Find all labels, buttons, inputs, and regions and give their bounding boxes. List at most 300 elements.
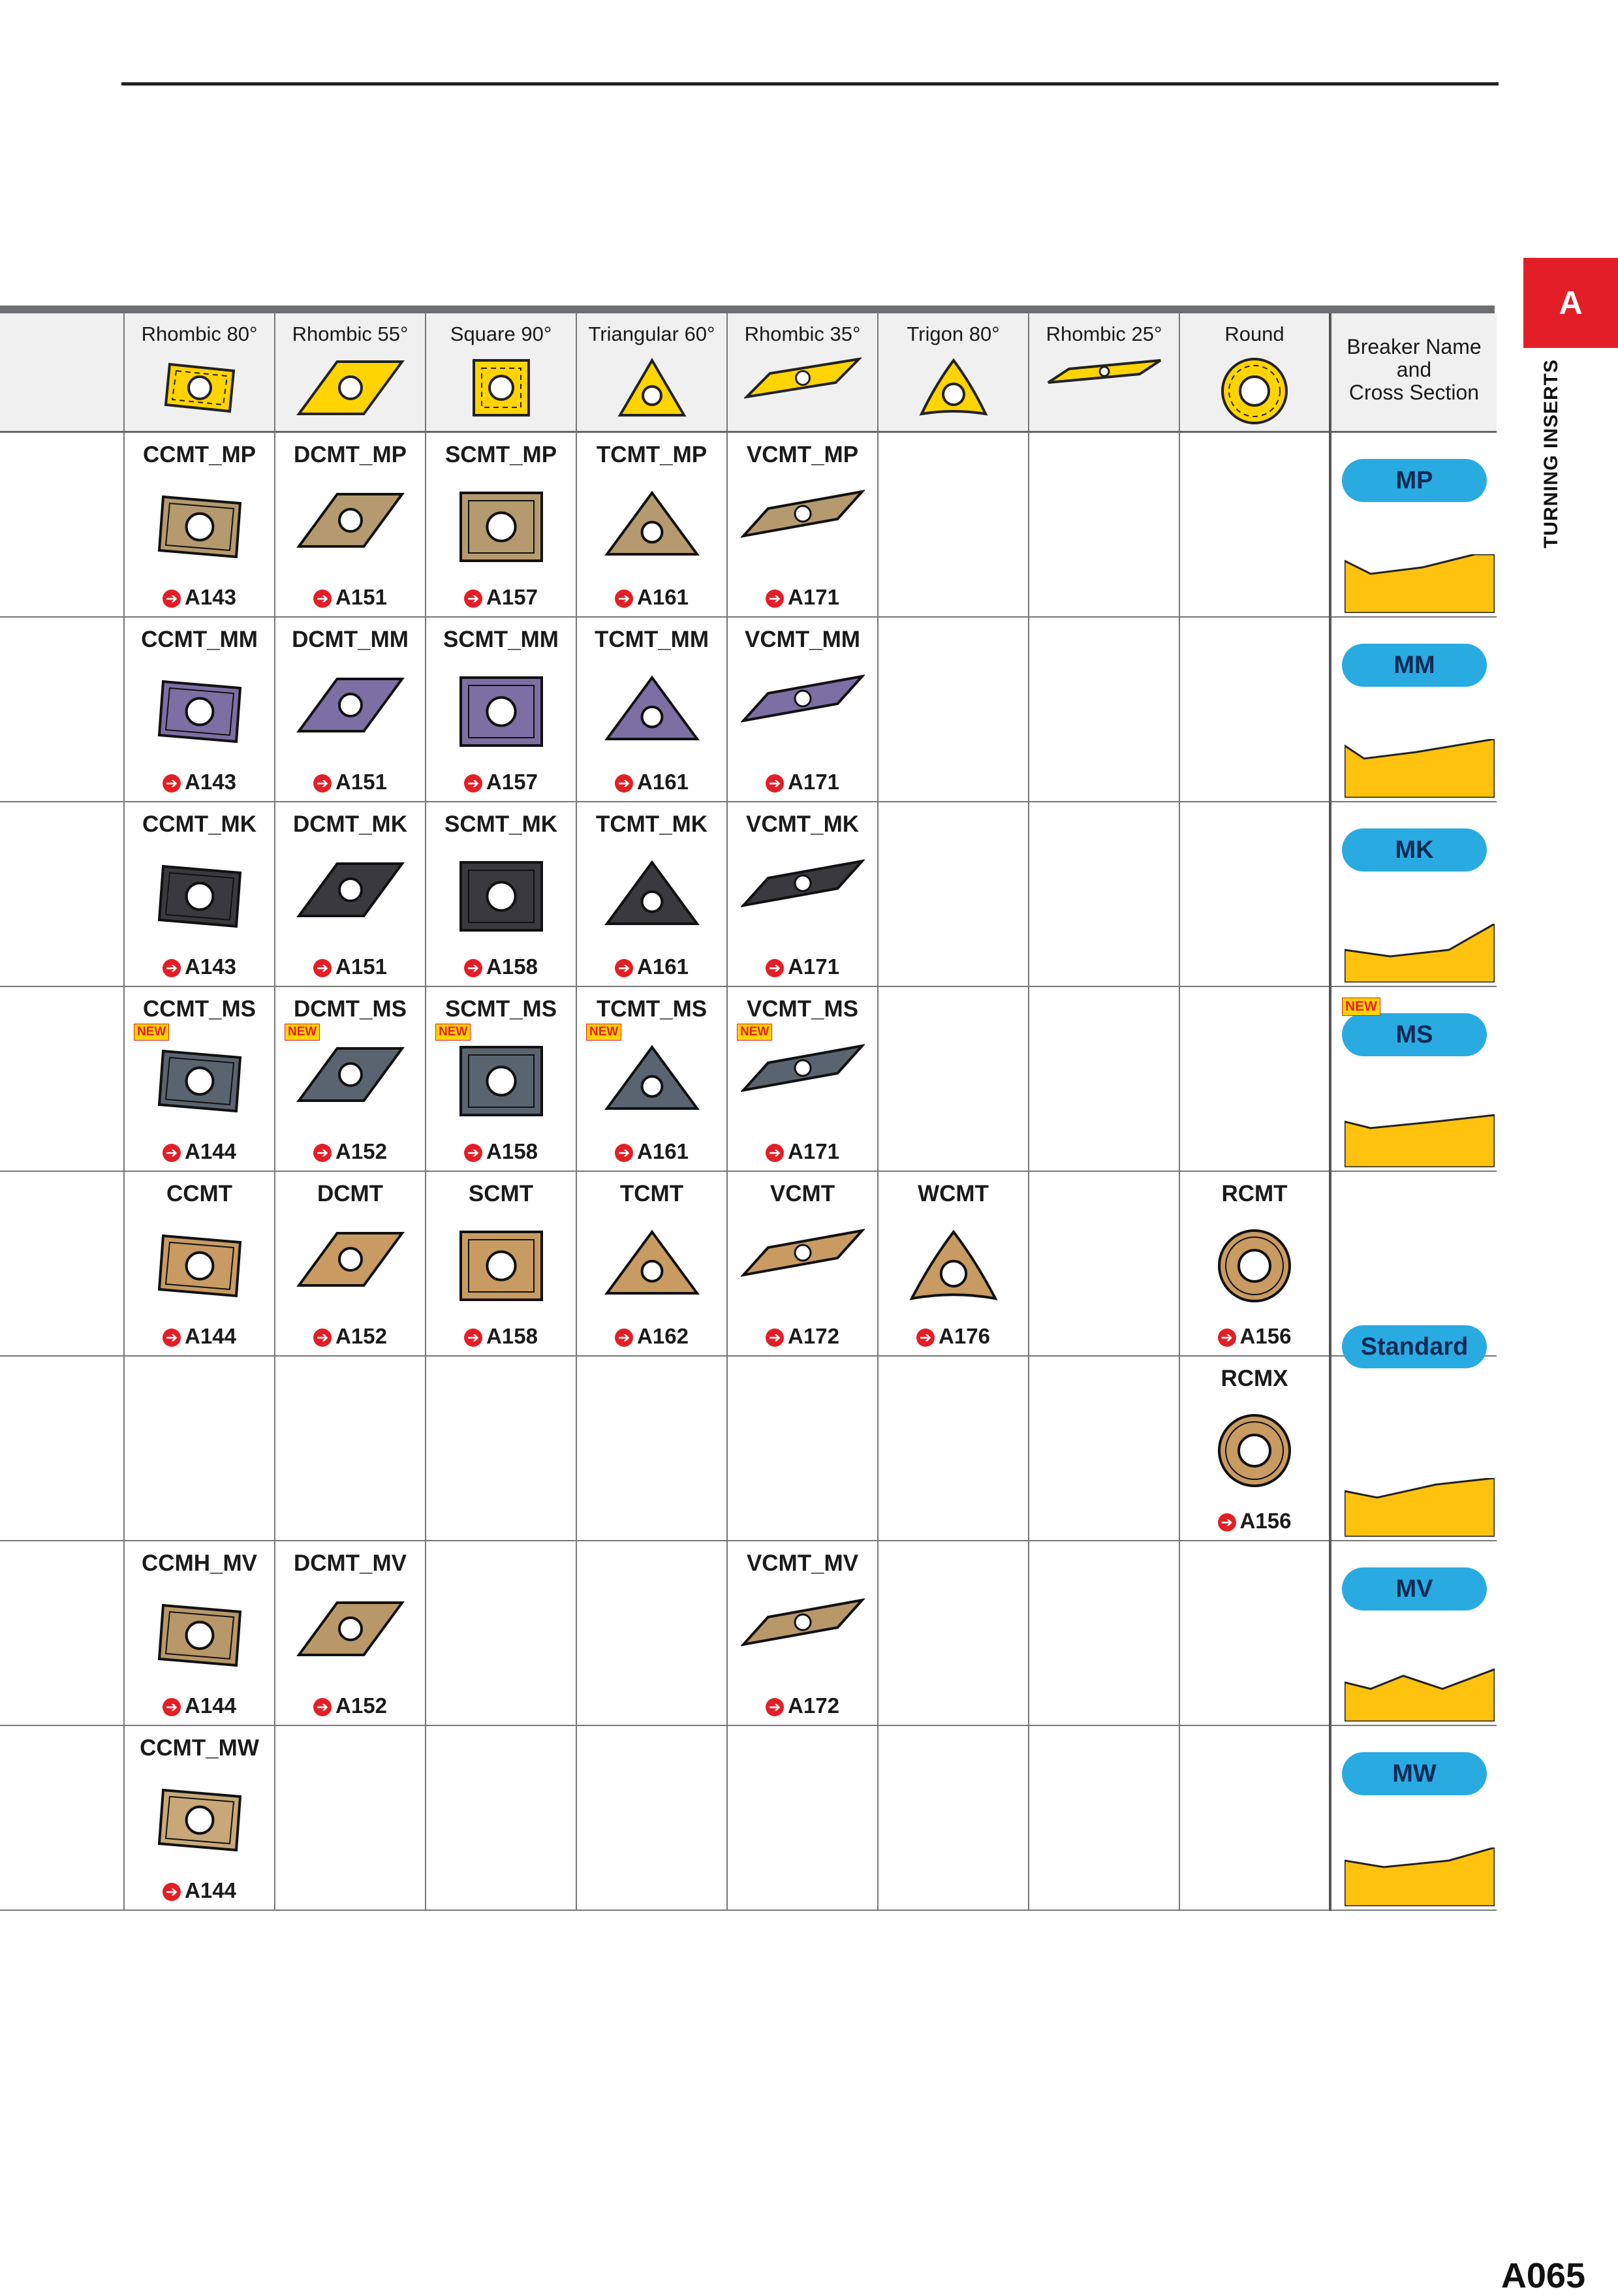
arrow-right-icon: ➔ bbox=[464, 1329, 482, 1347]
breaker-pill[interactable]: MS bbox=[1342, 1013, 1487, 1056]
insert-image bbox=[603, 1227, 701, 1302]
round-shape-icon bbox=[1219, 355, 1290, 430]
insert-image bbox=[908, 1227, 999, 1308]
page-reference: A161 bbox=[637, 1139, 689, 1163]
insert-code: DCMT_MS bbox=[293, 996, 407, 1022]
page-reference-link[interactable] bbox=[125, 1139, 274, 1164]
header-cell bbox=[878, 313, 1029, 432]
insert-code: VCMT_MP bbox=[746, 442, 859, 467]
row-label-cell bbox=[0, 617, 124, 802]
row-label-cell bbox=[0, 1541, 124, 1725]
breaker-pill[interactable]: MP bbox=[1342, 459, 1487, 502]
insert-cell bbox=[1179, 1541, 1330, 1725]
insert-cell bbox=[1029, 432, 1179, 618]
insert-code: TCMT bbox=[619, 1181, 684, 1206]
page-reference: A151 bbox=[335, 954, 387, 979]
page-reference: A144 bbox=[185, 1878, 236, 1902]
header-cell bbox=[275, 313, 426, 432]
insert-cell bbox=[576, 1171, 727, 1356]
insert-code: WCMT bbox=[918, 1181, 989, 1206]
insert-image bbox=[1215, 1411, 1294, 1493]
page-reference-link[interactable] bbox=[275, 954, 425, 979]
breaker-header-line: and bbox=[1396, 358, 1432, 381]
insert-cell bbox=[576, 1725, 727, 1910]
insert-row bbox=[0, 1356, 1497, 1541]
insert-code: TCMT_MK bbox=[595, 811, 708, 837]
page-reference: A171 bbox=[788, 585, 839, 609]
breaker-cell bbox=[1330, 1541, 1497, 1725]
new-badge: NEW bbox=[586, 1024, 621, 1041]
header-shape-label: Triangular 60° bbox=[588, 322, 715, 345]
insert-cell bbox=[426, 617, 576, 802]
page-reference: A158 bbox=[486, 954, 538, 979]
arrow-right-icon: ➔ bbox=[615, 590, 633, 608]
page-reference: A171 bbox=[788, 954, 839, 979]
new-badge: NEW bbox=[134, 1024, 169, 1041]
insert-code: SCMT_MM bbox=[443, 627, 559, 652]
insert-cell bbox=[426, 986, 576, 1171]
insert-cell bbox=[727, 1541, 878, 1725]
insert-row bbox=[0, 1541, 1497, 1725]
insert-cell bbox=[124, 432, 275, 618]
breaker-cell bbox=[1330, 1171, 1497, 1360]
cross-section-profile bbox=[1345, 1478, 1495, 1540]
header-cell bbox=[1029, 313, 1179, 432]
page-reference-link[interactable] bbox=[275, 1324, 425, 1349]
arrow-right-icon: ➔ bbox=[615, 959, 633, 977]
arrow-right-icon: ➔ bbox=[313, 1329, 332, 1347]
arrow-right-icon: ➔ bbox=[615, 774, 633, 793]
insert-row bbox=[0, 1725, 1497, 1910]
page-reference-link[interactable] bbox=[577, 770, 726, 794]
insert-cell bbox=[275, 432, 426, 618]
page-reference: A162 bbox=[637, 1324, 689, 1348]
insert-cell bbox=[1029, 1541, 1179, 1725]
header-cell bbox=[576, 313, 727, 432]
insert-code: CCMT bbox=[166, 1181, 233, 1206]
breaker-cell bbox=[1330, 432, 1497, 618]
header-shape-label: Rhombic 25° bbox=[1046, 322, 1162, 345]
row-label-cell bbox=[0, 432, 124, 618]
insert-cell bbox=[576, 802, 727, 986]
insert-image bbox=[154, 672, 245, 754]
insert-row bbox=[0, 986, 1497, 1171]
insert-image bbox=[456, 857, 547, 939]
page-reference-link[interactable] bbox=[125, 1693, 274, 1718]
page-reference: A158 bbox=[486, 1324, 538, 1348]
triangle-shape-icon bbox=[616, 355, 688, 424]
insert-cell bbox=[727, 617, 878, 802]
insert-cell bbox=[878, 617, 1029, 802]
page-reference-link[interactable] bbox=[426, 585, 576, 610]
cross-section-profile bbox=[1345, 1663, 1495, 1725]
arrow-right-icon: ➔ bbox=[1218, 1329, 1236, 1347]
insert-cell bbox=[878, 1541, 1029, 1725]
insert-cell bbox=[1179, 617, 1330, 802]
insert-cell bbox=[1179, 986, 1330, 1171]
insert-image bbox=[741, 1042, 865, 1097]
breaker-cell bbox=[1330, 986, 1497, 1171]
page-reference: A171 bbox=[788, 770, 839, 794]
insert-cell bbox=[1179, 1725, 1330, 1910]
insert-image bbox=[154, 1227, 245, 1308]
insert-cell bbox=[275, 617, 426, 802]
page-reference-link[interactable] bbox=[275, 585, 425, 610]
insert-cell bbox=[275, 802, 426, 986]
arrow-right-icon: ➔ bbox=[766, 774, 784, 793]
insert-row bbox=[0, 802, 1497, 986]
page-reference-link[interactable] bbox=[426, 1139, 576, 1164]
page-reference: A151 bbox=[335, 770, 387, 794]
insert-image bbox=[741, 1227, 865, 1282]
page-reference-link[interactable] bbox=[728, 770, 877, 794]
page-reference-link[interactable] bbox=[1180, 1509, 1329, 1533]
new-badge: NEW bbox=[1342, 998, 1380, 1016]
page-reference: A152 bbox=[335, 1324, 387, 1348]
insert-image bbox=[295, 1596, 406, 1665]
insert-image bbox=[603, 488, 701, 563]
insert-image bbox=[295, 1227, 406, 1295]
page-reference-link[interactable] bbox=[879, 1324, 1028, 1349]
header-corner bbox=[0, 313, 124, 432]
insert-cell bbox=[576, 1541, 727, 1725]
insert-cell bbox=[275, 1171, 426, 1356]
page-reference-link[interactable] bbox=[426, 954, 576, 979]
insert-code: TCMT_MS bbox=[596, 996, 708, 1022]
insert-image bbox=[456, 1042, 547, 1124]
insert-code: SCMT_MK bbox=[444, 811, 558, 837]
arrow-right-icon: ➔ bbox=[916, 1329, 935, 1347]
page-reference-link[interactable] bbox=[577, 954, 726, 979]
insert-code: DCMT_MV bbox=[293, 1550, 407, 1576]
insert-cell bbox=[426, 1725, 576, 1910]
header-shape-label: Rhombic 55° bbox=[292, 322, 409, 345]
arrow-right-icon: ➔ bbox=[313, 1698, 332, 1716]
insert-code: CCMT_MP bbox=[142, 442, 257, 467]
insert-cell bbox=[576, 1356, 727, 1541]
page-reference: A144 bbox=[185, 1139, 236, 1163]
insert-cell bbox=[878, 1356, 1029, 1541]
page-reference-link[interactable] bbox=[125, 585, 274, 610]
arrow-right-icon: ➔ bbox=[1218, 1513, 1236, 1532]
insert-code: VCMT bbox=[770, 1181, 835, 1206]
trigon-shape-icon bbox=[918, 355, 989, 424]
arrow-right-icon: ➔ bbox=[766, 959, 784, 977]
rhombic55-shape-icon bbox=[295, 355, 406, 424]
new-badge: NEW bbox=[737, 1024, 772, 1041]
cross-section-profile bbox=[1345, 739, 1495, 801]
insert-cell bbox=[1029, 802, 1179, 986]
insert-cell bbox=[426, 1171, 576, 1356]
page-reference-link[interactable] bbox=[577, 585, 726, 610]
insert-cell bbox=[727, 432, 878, 618]
page-reference: A143 bbox=[185, 954, 236, 979]
insert-row bbox=[0, 1171, 1497, 1356]
new-badge: NEW bbox=[285, 1024, 320, 1041]
insert-cell bbox=[1179, 1356, 1330, 1541]
insert-cell bbox=[275, 1541, 426, 1725]
rhombic80-shape-icon bbox=[161, 355, 239, 424]
insert-cell bbox=[426, 802, 576, 986]
breaker-header bbox=[1331, 336, 1497, 404]
row-label-cell bbox=[0, 1725, 124, 1910]
insert-cell bbox=[275, 1725, 426, 1910]
insert-image bbox=[603, 672, 701, 747]
insert-image bbox=[295, 1042, 406, 1110]
insert-row bbox=[0, 617, 1497, 802]
breaker-pill[interactable]: MW bbox=[1342, 1752, 1487, 1795]
page-reference-link[interactable] bbox=[426, 1324, 576, 1349]
page-reference-link[interactable] bbox=[125, 954, 274, 979]
insert-cell bbox=[124, 1356, 275, 1541]
insert-code: VCMT_MS bbox=[746, 996, 859, 1022]
page-reference: A156 bbox=[1239, 1509, 1292, 1533]
page-reference: A157 bbox=[486, 585, 538, 609]
insert-cell bbox=[1029, 1171, 1179, 1356]
insert-image bbox=[154, 857, 245, 939]
breaker-header-cell bbox=[1330, 313, 1497, 432]
insert-cell bbox=[576, 617, 727, 802]
insert-cell bbox=[426, 1541, 576, 1725]
breaker-pill[interactable]: MK bbox=[1342, 828, 1487, 872]
insert-code: CCMH_MV bbox=[142, 1550, 257, 1576]
header-shape-label: Trigon 80° bbox=[907, 322, 1000, 345]
new-badge: NEW bbox=[435, 1024, 471, 1041]
page-reference-link[interactable] bbox=[728, 1693, 877, 1718]
insert-code: CCMT_MK bbox=[142, 811, 257, 837]
insert-image bbox=[295, 488, 406, 556]
insert-row bbox=[0, 432, 1497, 618]
page-reference-link[interactable] bbox=[275, 1693, 425, 1718]
insert-image bbox=[456, 1227, 547, 1308]
breaker-pill[interactable]: Standard bbox=[1342, 1325, 1487, 1368]
insert-code: SCMT_MS bbox=[444, 996, 557, 1022]
breaker-cell bbox=[1330, 1356, 1497, 1541]
arrow-right-icon: ➔ bbox=[163, 959, 181, 977]
insert-table bbox=[0, 313, 1497, 1911]
row-label-cell bbox=[0, 986, 124, 1171]
insert-cell bbox=[426, 432, 576, 618]
insert-image bbox=[1215, 1227, 1294, 1308]
page-reference: A143 bbox=[185, 770, 236, 794]
insert-cell bbox=[1179, 432, 1330, 618]
insert-cell bbox=[878, 986, 1029, 1171]
insert-image bbox=[154, 1596, 245, 1678]
page-reference: A161 bbox=[637, 585, 689, 609]
insert-cell bbox=[878, 1725, 1029, 1910]
page-reference-link[interactable] bbox=[728, 585, 877, 610]
insert-cell bbox=[576, 432, 727, 618]
insert-code: DCMT_MK bbox=[293, 811, 407, 837]
insert-cell bbox=[124, 1171, 275, 1356]
insert-cell bbox=[275, 1356, 426, 1541]
insert-cell bbox=[124, 1725, 275, 1910]
insert-cell bbox=[1179, 1171, 1330, 1356]
insert-cell bbox=[426, 1356, 576, 1541]
insert-code: RCMX bbox=[1221, 1366, 1288, 1391]
header-shape-label: Round bbox=[1224, 322, 1284, 345]
arrow-right-icon: ➔ bbox=[615, 1144, 633, 1162]
insert-cell bbox=[124, 986, 275, 1171]
insert-cell bbox=[576, 986, 727, 1171]
arrow-right-icon: ➔ bbox=[163, 590, 181, 608]
page-reference: A157 bbox=[486, 770, 538, 794]
breaker-header-line: Breaker Name bbox=[1346, 335, 1482, 358]
row-label-cell bbox=[0, 802, 124, 986]
insert-code: VCMT_MM bbox=[745, 627, 860, 652]
insert-cell bbox=[727, 802, 878, 986]
breaker-pill[interactable]: MM bbox=[1342, 644, 1487, 687]
page-reference: A151 bbox=[335, 585, 387, 609]
insert-code: SCMT bbox=[468, 1181, 534, 1206]
insert-code: CCMT_MM bbox=[141, 627, 258, 652]
square-shape-icon bbox=[469, 355, 534, 424]
header-cell bbox=[426, 313, 576, 432]
insert-code: TCMT_MP bbox=[596, 442, 708, 467]
insert-image bbox=[154, 1042, 245, 1124]
page-reference-link[interactable] bbox=[125, 770, 274, 794]
insert-code: DCMT_MM bbox=[292, 627, 409, 652]
arrow-right-icon: ➔ bbox=[766, 1144, 784, 1162]
insert-image bbox=[741, 857, 865, 913]
arrow-right-icon: ➔ bbox=[313, 774, 332, 793]
arrow-right-icon: ➔ bbox=[313, 590, 332, 608]
page-reference: A171 bbox=[788, 1139, 839, 1163]
insert-cell bbox=[878, 432, 1029, 618]
insert-code: DCMT bbox=[317, 1181, 384, 1206]
arrow-right-icon: ➔ bbox=[163, 1883, 181, 1901]
insert-cell bbox=[124, 617, 275, 802]
page-reference: A152 bbox=[335, 1693, 387, 1718]
header-row bbox=[0, 313, 1497, 432]
insert-cell bbox=[1029, 986, 1179, 1171]
page-reference-link[interactable] bbox=[275, 770, 425, 794]
section-tab[interactable]: A bbox=[1523, 258, 1618, 348]
page-reference-link[interactable] bbox=[577, 1324, 726, 1349]
page-reference-link[interactable] bbox=[125, 1878, 274, 1903]
page-reference-link[interactable] bbox=[728, 954, 877, 979]
breaker-cell bbox=[1330, 1725, 1497, 1910]
insert-image bbox=[295, 672, 406, 741]
insert-cell bbox=[878, 802, 1029, 986]
breaker-cell bbox=[1330, 617, 1497, 802]
arrow-right-icon: ➔ bbox=[163, 1329, 181, 1347]
page-reference-link[interactable] bbox=[275, 1139, 425, 1164]
row-label-cell bbox=[0, 1171, 124, 1356]
row-label-cell bbox=[0, 1356, 124, 1541]
page-reference-link[interactable] bbox=[125, 1324, 274, 1349]
insert-image bbox=[154, 488, 245, 569]
header-cell bbox=[727, 313, 878, 432]
arrow-right-icon: ➔ bbox=[766, 1698, 784, 1716]
insert-cell bbox=[727, 1356, 878, 1541]
insert-image bbox=[741, 1596, 865, 1652]
insert-cell bbox=[1029, 1356, 1179, 1541]
arrow-right-icon: ➔ bbox=[464, 774, 482, 793]
insert-cell bbox=[275, 986, 426, 1171]
insert-code: RCMT bbox=[1221, 1181, 1288, 1206]
insert-cell bbox=[124, 802, 275, 986]
insert-image bbox=[456, 672, 547, 754]
insert-image bbox=[603, 857, 701, 932]
cross-section-profile bbox=[1345, 924, 1495, 986]
page-reference: A172 bbox=[788, 1693, 839, 1718]
breaker-pill[interactable]: MV bbox=[1342, 1567, 1487, 1611]
insert-cell bbox=[727, 1725, 878, 1910]
page-reference: A161 bbox=[637, 954, 689, 979]
insert-code: VCMT_MV bbox=[746, 1550, 859, 1576]
insert-cell bbox=[727, 986, 878, 1171]
page-reference: A161 bbox=[637, 770, 689, 794]
insert-image bbox=[154, 1781, 245, 1863]
arrow-right-icon: ➔ bbox=[163, 1698, 181, 1716]
insert-code: VCMT_MK bbox=[745, 811, 860, 837]
page-reference: A144 bbox=[185, 1324, 236, 1348]
insert-image bbox=[741, 672, 865, 728]
insert-image bbox=[295, 857, 406, 926]
breaker-cell bbox=[1330, 802, 1497, 986]
insert-cell bbox=[727, 1171, 878, 1356]
insert-image bbox=[741, 488, 865, 543]
page-reference-link[interactable] bbox=[426, 770, 576, 794]
page-reference: A172 bbox=[788, 1324, 839, 1348]
insert-code: CCMT_MW bbox=[140, 1735, 259, 1761]
arrow-right-icon: ➔ bbox=[464, 959, 482, 977]
breaker-header-line: Cross Section bbox=[1348, 381, 1480, 404]
page-reference: A143 bbox=[185, 585, 236, 609]
page-reference-link[interactable] bbox=[728, 1324, 877, 1349]
arrow-right-icon: ➔ bbox=[313, 1144, 332, 1162]
rhombic35-shape-icon bbox=[744, 355, 862, 404]
header-cell bbox=[1179, 313, 1330, 432]
arrow-right-icon: ➔ bbox=[766, 1329, 784, 1347]
arrow-right-icon: ➔ bbox=[313, 959, 332, 977]
page-number: A065 bbox=[1501, 2256, 1585, 2295]
insert-image bbox=[603, 1042, 701, 1117]
insert-cell bbox=[124, 1541, 275, 1725]
insert-code: CCMT_MS bbox=[142, 996, 257, 1022]
section-label: TURNING INSERTS bbox=[1540, 358, 1562, 548]
insert-cell bbox=[1029, 617, 1179, 802]
page-reference-link[interactable] bbox=[728, 1139, 877, 1164]
rhombic25-shape-icon bbox=[1046, 355, 1163, 391]
insert-cell bbox=[1179, 802, 1330, 986]
page-reference-link[interactable] bbox=[1180, 1324, 1329, 1349]
arrow-right-icon: ➔ bbox=[163, 774, 181, 793]
insert-image bbox=[456, 488, 547, 569]
insert-code: SCMT_MP bbox=[444, 442, 557, 467]
table-top-bar bbox=[0, 306, 1495, 313]
arrow-right-icon: ➔ bbox=[163, 1144, 181, 1162]
header-cell bbox=[124, 313, 275, 432]
page-reference: A144 bbox=[185, 1693, 236, 1718]
page-reference: A158 bbox=[486, 1139, 538, 1163]
arrow-right-icon: ➔ bbox=[464, 590, 482, 608]
arrow-right-icon: ➔ bbox=[615, 1329, 633, 1347]
header-shape-label: Rhombic 35° bbox=[744, 322, 861, 345]
page-reference-link[interactable] bbox=[577, 1139, 726, 1164]
insert-code: TCMT_MM bbox=[595, 627, 709, 652]
insert-cell bbox=[1029, 1725, 1179, 1910]
cross-section-profile bbox=[1345, 1848, 1495, 1910]
page-reference: A156 bbox=[1239, 1324, 1292, 1348]
header-shape-label: Square 90° bbox=[450, 322, 552, 345]
header-shape-label: Rhombic 80° bbox=[141, 322, 258, 345]
arrow-right-icon: ➔ bbox=[464, 1144, 482, 1162]
insert-cell bbox=[878, 1171, 1029, 1356]
page-reference: A152 bbox=[335, 1139, 387, 1163]
arrow-right-icon: ➔ bbox=[766, 590, 784, 608]
